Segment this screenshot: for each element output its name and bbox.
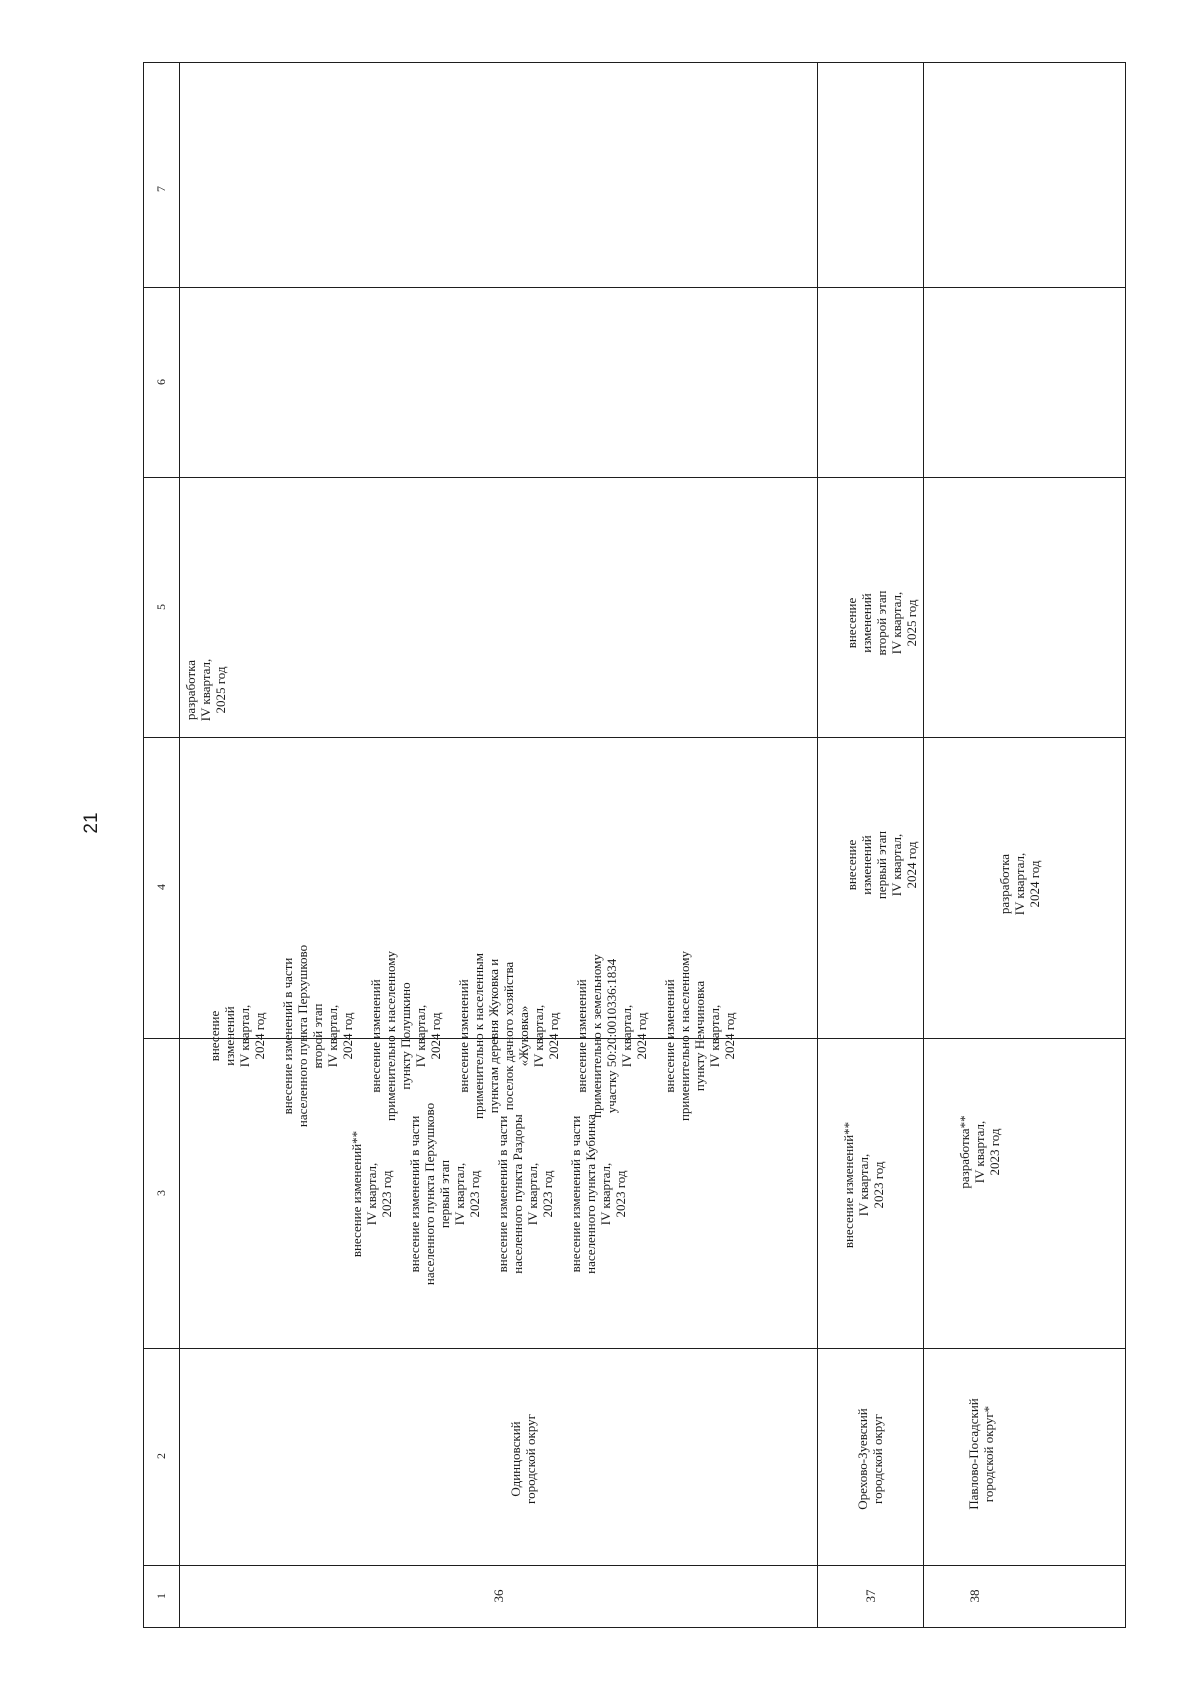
col4-entry: внесение изменений первый этап IV квартал, 2024 год bbox=[843, 830, 919, 900]
header-col-1: 1 bbox=[153, 1593, 168, 1599]
col3-entry: внесение изменений** IV квартал, 2023 год bbox=[840, 1121, 886, 1249]
col3-entries: внесение изменений** IV квартал, 2023 год внесение изменений в части населенного пункта Перхушково первый этап IV квартал, 2023 год внесение изменений в части населенного пункта Раздоры IV квартал, 2023 год внесение изменений в части населенного пункта Кубинка IV квартал, 2023 год bbox=[348, 1102, 628, 1286]
table-border-bottom bbox=[143, 1627, 1126, 1628]
page-number: 21 bbox=[81, 812, 102, 834]
col4-entries: внесение изменений IV квартал, 2024 год внесение изменений в части населенного пункта Перхушково второй этап IV квартал, 2024 год внесение изменений применительно к населенному пункту Полушкино IV квартал, 2024 год внесение изменений применительно к населенным пунктам деревня Жуковка и поселок дачного хозяйства «Жуковка» IV квартал, 2024 год внесение изменений применительно к земельному участку 50:20:0010336:1834 IV квартал, 2024 год внесение изменений применительно к населенному пункту Немчиновка IV квартал, 2024 год bbox=[207, 944, 737, 1128]
district-name: Павлово-Посадский городской округ* bbox=[966, 1398, 996, 1510]
col5-entry: внесение изменений второй этап IV квартал, 2025 год bbox=[843, 590, 919, 656]
col3-entry: разработка** IV квартал, 2023 год bbox=[956, 1115, 1002, 1189]
col-divider-6-7 bbox=[143, 287, 1126, 288]
row-number: 36 bbox=[490, 1589, 506, 1603]
col5-entry: разработка IV квартал, 2025 год bbox=[182, 658, 228, 722]
header-col-3: 3 bbox=[153, 1190, 168, 1196]
header-col-4: 4 bbox=[153, 884, 168, 890]
header-col-2: 2 bbox=[153, 1453, 168, 1459]
col-divider-1-2 bbox=[143, 1565, 1126, 1566]
col4-entry: разработка IV квартал, 2024 год bbox=[996, 852, 1042, 916]
col-divider-2-3 bbox=[143, 1348, 1126, 1349]
header-col-5: 5 bbox=[153, 604, 168, 610]
header-divider bbox=[179, 62, 180, 1628]
row-number: 37 bbox=[862, 1589, 878, 1603]
header-col-6: 6 bbox=[153, 379, 168, 385]
row-divider-36-37 bbox=[817, 62, 818, 1628]
table-border-top bbox=[143, 62, 1126, 63]
col-divider-4-5 bbox=[143, 737, 1126, 738]
planning-table bbox=[143, 62, 1126, 1628]
col-divider-5-6 bbox=[143, 477, 1126, 478]
row-number: 38 bbox=[966, 1589, 982, 1603]
table-border-right bbox=[1125, 62, 1126, 1628]
district-name: Одинцовский городской округ bbox=[508, 1414, 538, 1504]
district-name: Орехово-Зуевский городской округ bbox=[855, 1408, 885, 1510]
table-border-left bbox=[143, 62, 144, 1628]
header-col-7: 7 bbox=[153, 186, 168, 192]
